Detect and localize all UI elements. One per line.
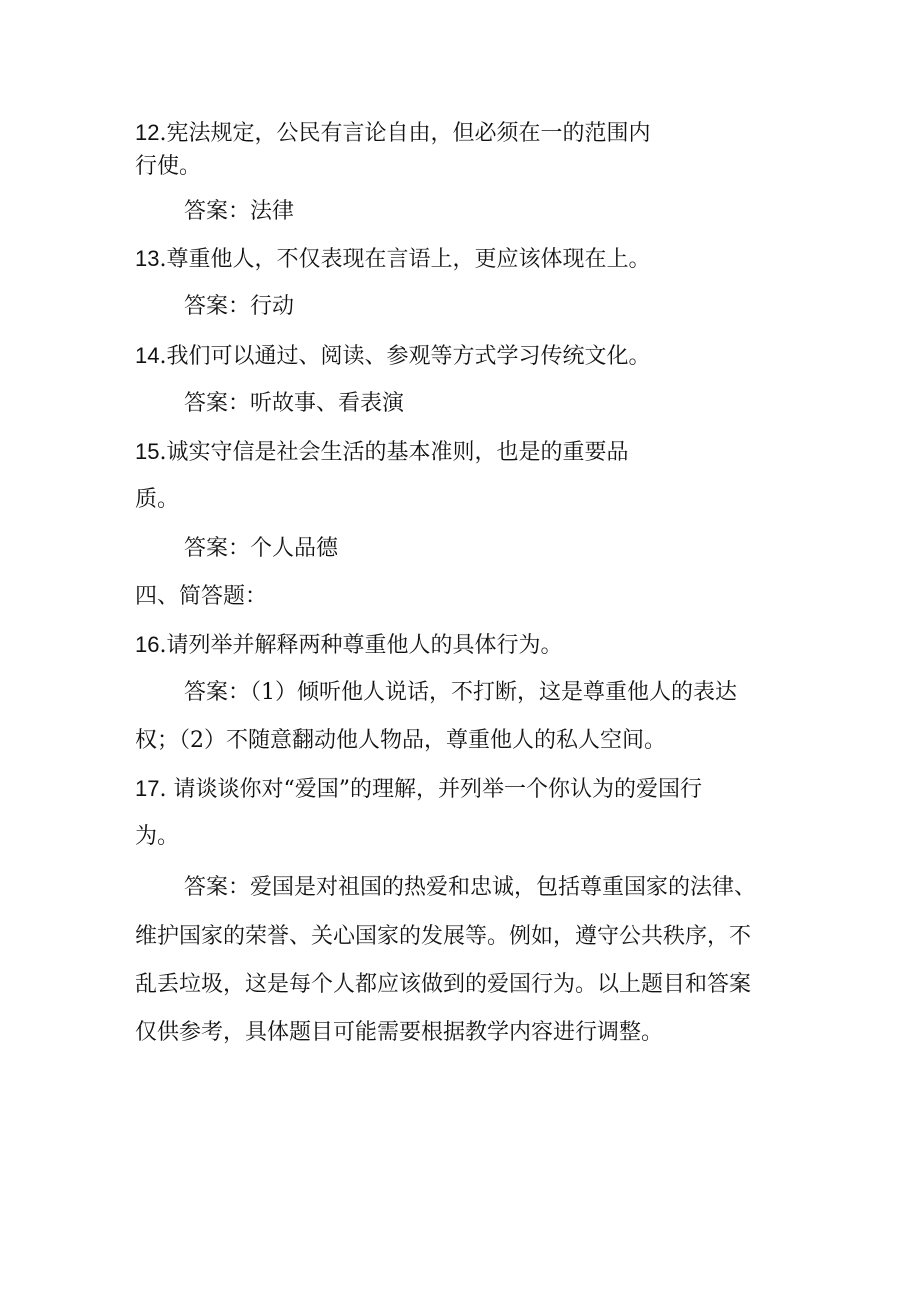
question-text: .宪法规定，公民有言论自由，但必须在一的范围内 xyxy=(159,121,651,146)
answer-14: 答案：听故事、看表演 xyxy=(184,391,405,416)
question-text: .我们可以通过、阅读、参观等方式学习传统文化。 xyxy=(159,344,651,369)
question-12-line-1 xyxy=(135,118,650,149)
question-number: 14 xyxy=(135,343,160,368)
answer-17-line-3: 乱丢垃圾，这是每个人都应该做到的爱国行为。以上题目和答案 xyxy=(135,972,752,997)
question-number: 15 xyxy=(135,439,160,464)
answer-17-line-4: 仅供参考，具体题目可能需要根据教学内容进行调整。 xyxy=(135,1020,664,1045)
question-number: 13 xyxy=(135,246,160,271)
answer-13: 答案：行动 xyxy=(184,294,295,319)
question-text: .尊重他人，不仅表现在言语上，更应该体现在上。 xyxy=(159,247,651,272)
question-17-line-2: 为。 xyxy=(135,824,180,849)
question-number: 12 xyxy=(135,120,160,145)
question-text: .请列举并解释两种尊重他人的具体行为。 xyxy=(159,633,563,658)
question-number: 16 xyxy=(135,632,160,657)
question-17-line-1 xyxy=(135,774,702,805)
question-15-line-2: 质。 xyxy=(135,487,180,512)
question-15-line-1 xyxy=(135,437,628,468)
question-text: . 请谈谈你对“爱国”的理解，并列举一个你认为的爱国行 xyxy=(159,777,702,802)
question-number: 17 xyxy=(135,776,160,801)
question-12-line-2: 行使。 xyxy=(135,154,202,179)
answer-17-line-1: 答案：爱国是对祖国的热爱和忠诚，包括尊重国家的法律、 xyxy=(184,875,757,900)
question-16-line-1 xyxy=(135,630,562,661)
question-14-line-1 xyxy=(135,341,650,372)
answer-16-line-2: 权；（2）不随意翻动他人物品，尊重他人的私人空间。 xyxy=(135,728,666,753)
question-13-line-1 xyxy=(135,244,650,275)
answer-15: 答案：个人品德 xyxy=(184,536,339,561)
question-text: .诚实守信是社会生活的基本准则，也是的重要品 xyxy=(159,440,629,465)
section-heading: 四、简答题： xyxy=(135,584,268,609)
answer-16-line-1: 答案：（1）倾听他人说话，不打断，这是尊重他人的表达 xyxy=(184,680,737,705)
answer-17-line-2: 维护国家的荣誉、关心国家的发展等。例如，遵守公共秩序，不 xyxy=(135,924,752,949)
answer-12: 答案：法律 xyxy=(184,199,295,224)
